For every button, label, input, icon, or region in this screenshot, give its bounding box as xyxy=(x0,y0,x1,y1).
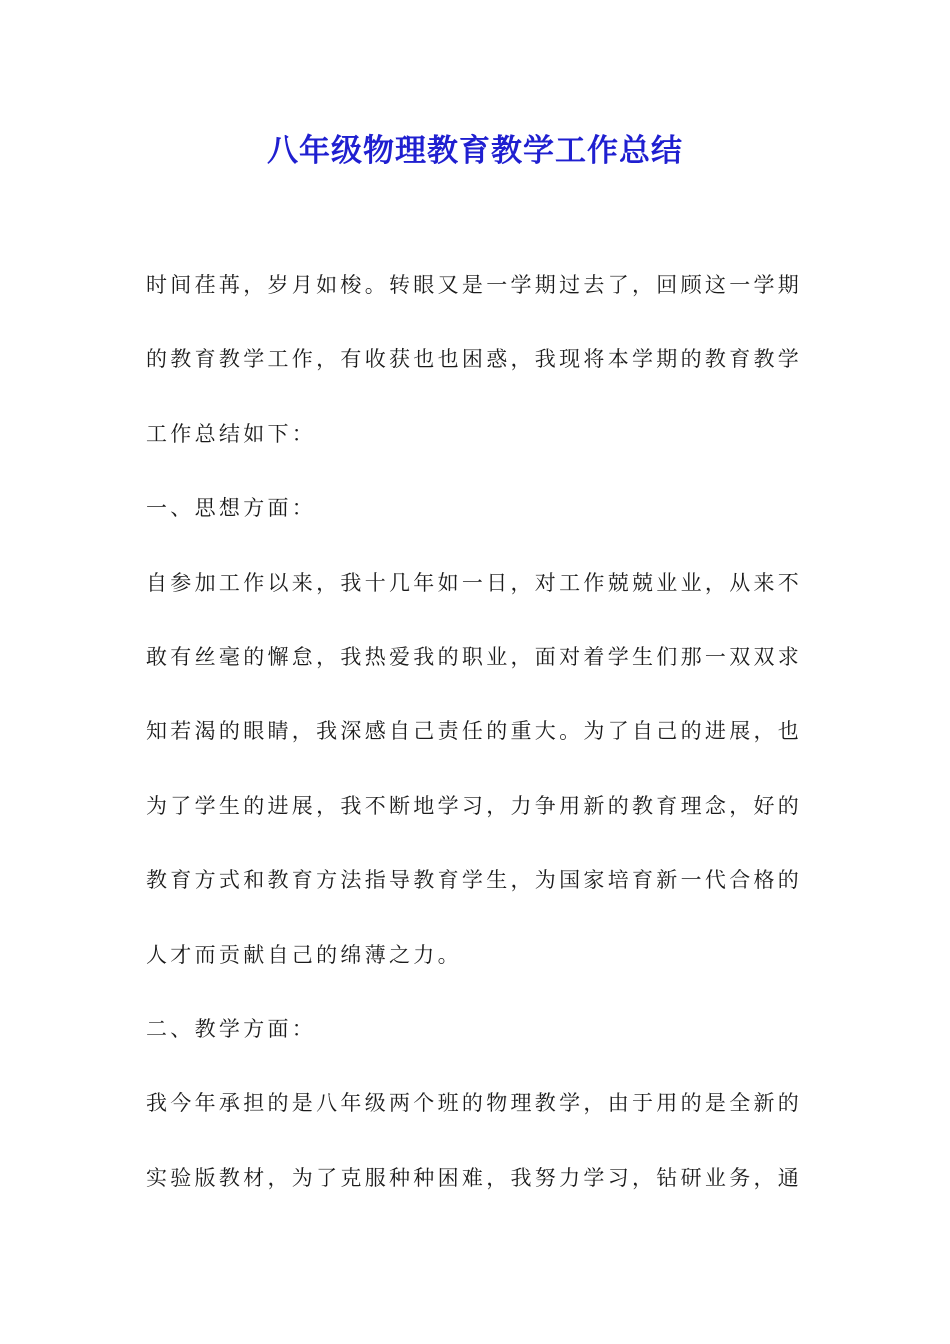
paragraph-line: 教育方式和教育方法指导教育学生，为国家培育新一代合格的 xyxy=(146,868,803,893)
section-heading: 二、教学方面： xyxy=(146,1016,317,1041)
paragraph-line: 人才而贡献自己的绵薄之力。 xyxy=(146,942,462,967)
section-heading: 一、思想方面： xyxy=(146,496,317,521)
paragraph-line: 知若渴的眼睛，我深感自己责任的重大。为了自己的进展，也 xyxy=(146,719,803,744)
document-title: 八年级物理教育教学工作总结 xyxy=(267,133,683,169)
paragraph-line: 自参加工作以来，我十几年如一日，对工作兢兢业业，从来不 xyxy=(146,570,803,595)
paragraph-line: 时间荏苒，岁月如梭。转眼又是一学期过去了，回顾这一学期 xyxy=(146,273,803,297)
paragraph-line: 的教育教学工作，有收获也也困惑，我现将本学期的教育教学 xyxy=(146,347,803,372)
paragraph-line: 工作总结如下： xyxy=(146,421,317,446)
paragraph-line: 实验版教材，为了克服种种困难，我努力学习，钻研业务，通 xyxy=(146,1165,803,1190)
document-body xyxy=(146,257,808,1224)
paragraph-line: 敢有丝毫的懈怠，我热爱我的职业，面对着学生们那一双双求 xyxy=(146,644,803,669)
paragraph-line: 为了学生的进展，我不断地学习，力争用新的教育理念，好的 xyxy=(146,793,803,818)
paragraph-line: 我今年承担的是八年级两个班的物理教学，由于用的是全新的 xyxy=(146,1091,803,1116)
